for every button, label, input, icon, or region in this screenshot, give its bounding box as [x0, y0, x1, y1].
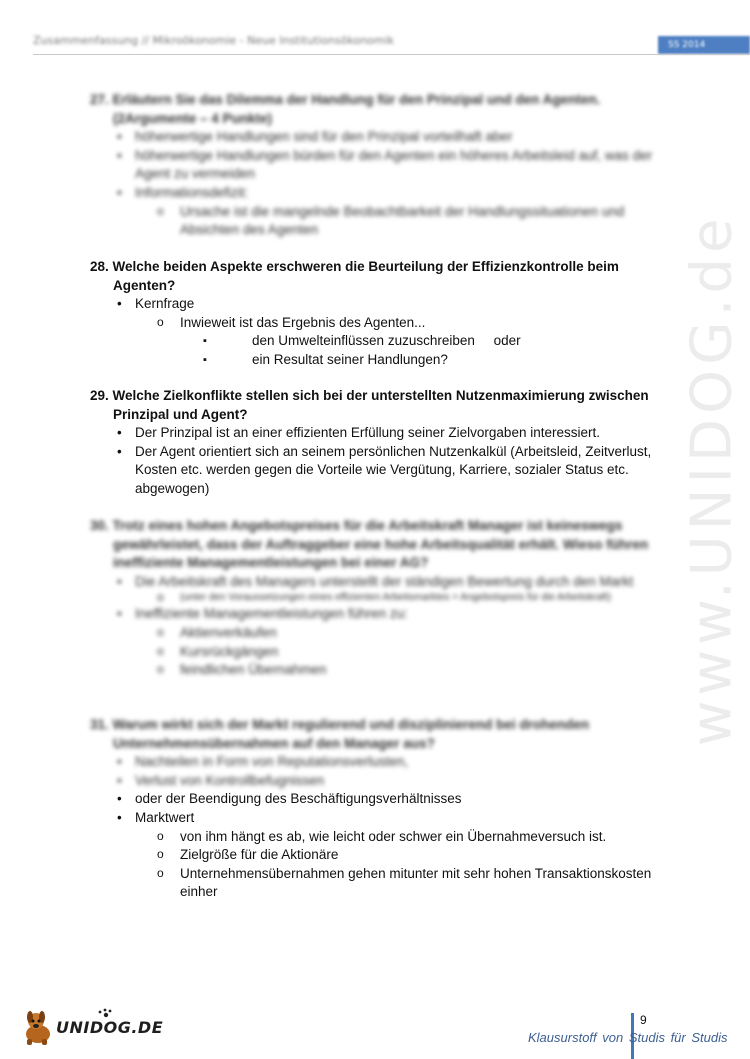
question-27-title: 27. Erläutern Sie das Dilemma der Handlung für den Prinzipal und den Agenten. (2Argumente – 4 Punkte)	[90, 92, 601, 126]
question-30-title: 30. Trotz eines hohen Angebotspreises für die Arbeitskraft Manager ist keineswegs gewährleistet, dass der Auftraggeber eine hohe Arbeitsqualität erhält. Wieso führen ineffiziente Managementleistungen bei einer AG?	[90, 518, 649, 571]
sub-sub-list-item: ▪ den Umwelteinflüssen zuzuschreiben oder	[90, 332, 655, 351]
sub-list-item: o Unternehmensübernahmen gehen mitunter mit sehr hohen Transaktionskosten einher	[90, 865, 655, 902]
list-item: • höherwertige Handlungen bürden für den Agenten ein höheres Arbeitsleid auf, was der Agent zu vermeiden	[90, 147, 655, 184]
list-item: • Verlust von Kontrollbefugnissen	[90, 772, 655, 791]
list-item: • Marktwert	[90, 809, 655, 828]
list-item: • Der Agent orientiert sich an seinem persönlichen Nutzenkalkül (Arbeitsleid, Zeitverlust, Kosten etc. werden gegen die Vorteile wie Vergütung, Karriere, sozialer Status etc. abgewogen)	[90, 443, 655, 499]
question-29	[90, 387, 655, 499]
sub-list-item: o Zielgröße für die Aktionäre	[90, 846, 655, 865]
list-item: • Informationsdefizit:	[90, 184, 655, 203]
question-29-title: 29. Welche Zielkonflikte stellen sich bei der unterstellten Nutzenmaximierung zwischen Prinzipal und Agent?	[90, 388, 649, 422]
sub-sub-list-item: ▪ ein Resultat seiner Handlungen?	[90, 351, 655, 370]
question-28	[90, 258, 655, 370]
sub-list-item: o feindlichen Übernahmen	[90, 661, 655, 680]
dog-icon	[26, 1011, 50, 1045]
sub-list-item: o (unter den Voraussetzungen eines effizienten Arbeitsmarktes = Angebotspreis für die Arbeitskraft)	[90, 591, 655, 605]
sub-list-item: o Inwieweit ist das Ergebnis des Agenten...	[90, 314, 655, 333]
sub-list-item: o Ursache ist die mangelnde Beobachtbarkeit der Handlungssituationen und Absichten des Agenten	[90, 203, 655, 240]
sub-list-item: o Kursrückgängen	[90, 643, 655, 662]
list-item: • Ineffiziente Managementleistungen führen zu:	[90, 605, 655, 624]
page-number: 9	[640, 1013, 647, 1027]
question-31	[90, 716, 655, 902]
list-item: • Die Arbeitskraft des Managers unterstellt der ständigen Bewertung durch den Markt	[90, 573, 655, 592]
header-title: Zusammenfassung // Mikroökonomie - Neue Institutionsökonomik	[33, 34, 395, 47]
sub-list-item: o Aktienverkäufen	[90, 624, 655, 643]
list-item: • Nachteilen in Form von Reputationsverlusten,	[90, 753, 655, 772]
paw-icon	[99, 1009, 112, 1018]
question-27	[90, 91, 655, 240]
footer-tagline: Klausurstoff von Studis für Studis	[528, 1030, 728, 1045]
watermark: www.UNIDOG.de	[679, 213, 745, 747]
list-item: • Der Prinzipal ist an einer effizienten Erfüllung seiner Zielvorgaben interessiert.	[90, 424, 655, 443]
question-30	[90, 517, 655, 680]
question-31-title: 31. Warum wirkt sich der Markt regulierend und disziplinierend bei drohenden Unternehmensübernahmen auf den Manager aus?	[90, 717, 590, 751]
sub-list-item: o von ihm hängt es ab, wie leicht oder schwer ein Übernahmeversuch ist.	[90, 828, 655, 847]
list-item: • oder der Beendigung des Beschäftigungsverhältnisses	[90, 790, 655, 809]
list-item: • höherwertige Handlungen sind für den Prinzipal vorteilhaft aber	[90, 128, 655, 147]
semester-badge: SS 2014	[658, 36, 750, 54]
question-28-title: 28. Welche beiden Aspekte erschweren die Beurteilung der Effizienzkontrolle beim Agenten?	[90, 259, 619, 293]
header-divider	[33, 54, 750, 55]
logo-text: UNIDOG.DE	[56, 1018, 164, 1037]
list-item: • Kernfrage	[90, 295, 655, 314]
